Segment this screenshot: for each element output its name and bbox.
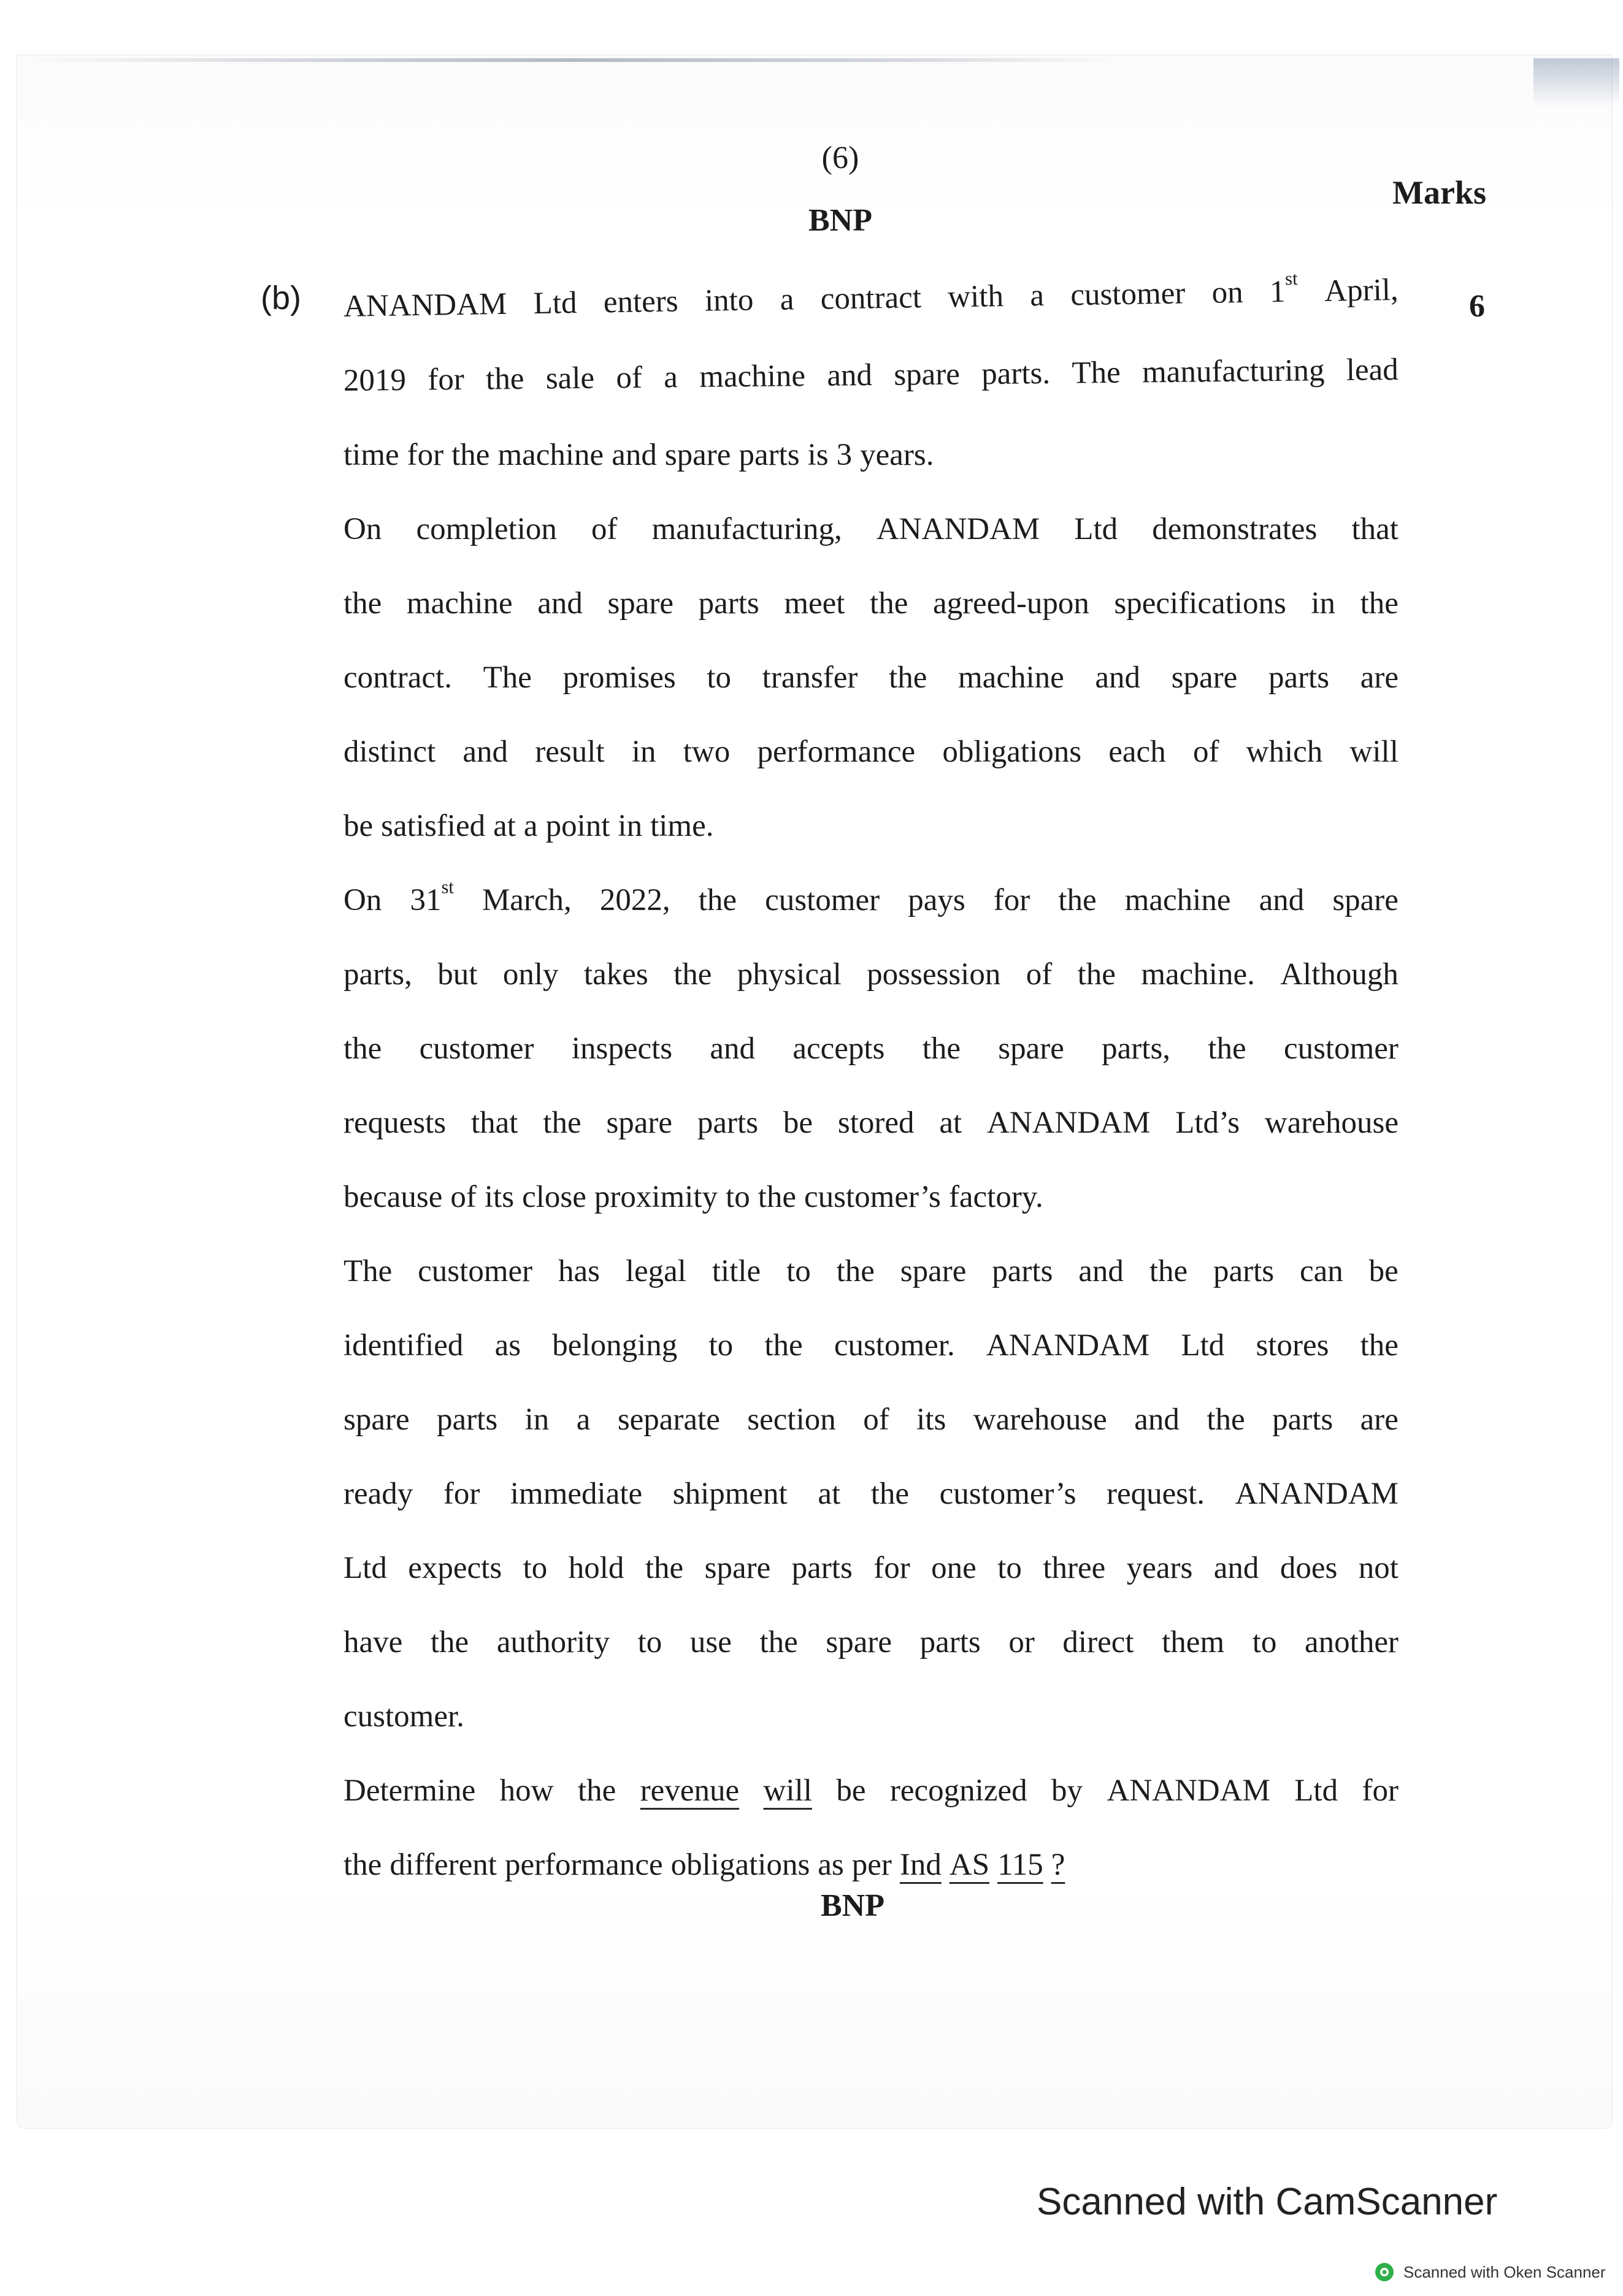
word: because (343, 1180, 443, 1214)
word: title (712, 1254, 761, 1288)
word: years (1126, 1551, 1193, 1585)
word: belonging (552, 1328, 678, 1363)
text-line (343, 715, 1399, 789)
text-line (343, 1309, 1399, 1383)
word: or (1008, 1625, 1035, 1659)
word: to (726, 1180, 750, 1214)
word: the (485, 361, 524, 397)
word: customer (1283, 1031, 1399, 1066)
text-line (343, 1086, 1399, 1160)
word: the (870, 586, 908, 621)
text-line (343, 1160, 1399, 1234)
word: at (818, 1477, 841, 1511)
word: transfer (762, 660, 858, 695)
word: performance (757, 735, 916, 769)
word: On (343, 512, 382, 546)
word: Ltd (1294, 1774, 1338, 1808)
word: physical (737, 957, 842, 992)
word: spare (664, 438, 731, 472)
word: ANANDAM (1107, 1774, 1270, 1808)
word: to (708, 1328, 734, 1363)
word: The (1072, 355, 1121, 391)
word: and (462, 735, 508, 769)
word: its (916, 1402, 946, 1437)
word: its (484, 1180, 515, 1214)
text-line (343, 1531, 1399, 1605)
word: the (430, 1625, 469, 1659)
word: and (1078, 1254, 1124, 1288)
text-line (343, 567, 1399, 641)
word: possession (867, 957, 1001, 992)
word: point (545, 809, 610, 843)
word: direct (1062, 1625, 1134, 1659)
word: spare (1332, 883, 1399, 917)
word: a (576, 1402, 591, 1437)
word: machine (699, 359, 806, 394)
word: have (343, 1625, 403, 1659)
word: another (1305, 1625, 1399, 1659)
word: on (1211, 275, 1244, 310)
word: for (993, 883, 1030, 917)
word: parts, (343, 957, 412, 992)
text-line (343, 1383, 1399, 1457)
camscanner-watermark: Scanned with CamScanner (1037, 2181, 1498, 2223)
word: a (663, 360, 678, 395)
word: the (889, 660, 927, 695)
word: expects (408, 1551, 502, 1585)
word: parts (698, 586, 759, 621)
word: spare (998, 1031, 1064, 1066)
question-label: (b) (261, 280, 301, 316)
word: for (407, 438, 444, 472)
word: and (710, 1031, 756, 1066)
word: to (1252, 1625, 1277, 1659)
word: the (1058, 883, 1097, 917)
word: customer (1070, 276, 1186, 313)
word: are (1360, 1402, 1399, 1437)
word: customer (765, 883, 880, 917)
word: in (524, 1402, 550, 1437)
word: spare (900, 1254, 967, 1288)
footer-code: BNP (821, 1888, 884, 1923)
word: of (863, 1402, 889, 1437)
word: each (1108, 735, 1166, 769)
oken-logo-icon (1374, 2262, 1395, 2283)
word: parts (739, 438, 800, 472)
word: ANANDAM (1235, 1477, 1399, 1511)
word: parts (791, 1551, 853, 1585)
word: ANANDAM (876, 512, 1040, 546)
word: machine (497, 438, 604, 472)
word: parts (1268, 660, 1330, 695)
word: to (523, 1551, 548, 1585)
word: AS (949, 1848, 990, 1882)
word: Although (1280, 957, 1399, 992)
word: the (836, 1254, 875, 1288)
marks-heading: Marks (1392, 174, 1486, 211)
word: warehouse (973, 1402, 1107, 1437)
word: lead (1346, 352, 1399, 388)
question-body (343, 270, 1399, 1902)
word: parts (437, 1402, 498, 1437)
word: proximity (594, 1180, 718, 1214)
word: at (493, 809, 516, 843)
word: to (997, 1551, 1022, 1585)
word: result (535, 735, 605, 769)
text-line (343, 492, 1399, 567)
text-line (343, 418, 1399, 492)
word: to (637, 1625, 662, 1659)
text-line (343, 1234, 1399, 1309)
word: 2022, (599, 883, 670, 917)
word: how (499, 1774, 554, 1808)
text-line (343, 863, 1399, 938)
word: can (1300, 1254, 1343, 1288)
word: a (1029, 278, 1045, 313)
word: 2019 (343, 362, 407, 398)
word: inspects (571, 1031, 673, 1066)
word: time (343, 438, 399, 472)
word: the (1360, 1328, 1399, 1363)
word: and (1259, 883, 1305, 917)
word: parts (697, 1106, 759, 1140)
word: Ind (899, 1848, 942, 1882)
word: as (818, 1848, 844, 1882)
word: Ltd (343, 1551, 387, 1585)
word: one (931, 1551, 976, 1585)
word: to (786, 1254, 811, 1288)
word: customer. (834, 1328, 955, 1363)
word: ANANDAM (343, 286, 507, 324)
word: Ltd (533, 286, 577, 321)
word: different (389, 1848, 497, 1882)
word: 1st (1269, 268, 1298, 310)
word: of (1026, 957, 1053, 992)
word: the (1360, 586, 1399, 621)
word: manufacturing, (651, 512, 842, 546)
word: for (443, 1477, 480, 1511)
word: time. (650, 809, 714, 843)
word: and (537, 586, 583, 621)
word: completion (416, 512, 557, 546)
word: customer’s (939, 1477, 1076, 1511)
word: customer (419, 1031, 534, 1066)
word: April, (1324, 272, 1399, 308)
word: and (827, 358, 873, 393)
page-number: (6) (821, 140, 859, 175)
word: close (522, 1180, 586, 1214)
word: March, (482, 883, 572, 917)
word: performance (504, 1848, 663, 1882)
word: a (780, 282, 794, 317)
word: has (558, 1254, 600, 1288)
word: the (343, 1031, 382, 1066)
word: The (343, 1254, 393, 1288)
word: for (873, 1551, 910, 1585)
word: parts (1213, 1254, 1275, 1288)
word: requests (343, 1106, 447, 1140)
text-line (343, 1012, 1399, 1086)
text-line (343, 1680, 1399, 1754)
word: use (689, 1625, 732, 1659)
word: by (1051, 1774, 1083, 1808)
text-line (343, 1605, 1399, 1680)
word: The (483, 660, 532, 695)
word: stores (1256, 1328, 1329, 1363)
word: immediate (510, 1477, 643, 1511)
word: Ltd (1181, 1328, 1225, 1363)
word: demonstrates (1152, 512, 1318, 546)
word: spare (826, 1625, 892, 1659)
word: the (1208, 1031, 1246, 1066)
word: three (1043, 1551, 1106, 1585)
word: spare (893, 357, 961, 392)
word: does (1280, 1551, 1338, 1585)
word: stored (837, 1106, 915, 1140)
text-line (343, 253, 1399, 344)
word: in (631, 735, 656, 769)
word: authority (496, 1625, 610, 1659)
word: in (1311, 586, 1336, 621)
word: be (1368, 1254, 1399, 1288)
word: them (1162, 1625, 1225, 1659)
word: the (1077, 957, 1116, 992)
word: machine (1124, 883, 1231, 917)
word: agreed-upon (932, 586, 1089, 621)
word: contract (820, 280, 922, 316)
word: spare (1171, 660, 1238, 695)
word: that (1351, 512, 1399, 546)
word: in (618, 809, 643, 843)
word: but (437, 957, 478, 992)
word: manufacturing (1141, 353, 1325, 390)
text-line (343, 1754, 1399, 1828)
word: the (764, 1328, 803, 1363)
word: spare (343, 1402, 410, 1437)
word: satisfied (381, 809, 486, 843)
word: the (698, 883, 737, 917)
text-line (343, 789, 1399, 863)
word: pays (908, 883, 965, 917)
word: enters (603, 284, 679, 320)
word: the (343, 586, 382, 621)
word: will (763, 1774, 812, 1808)
word: ready (343, 1477, 413, 1511)
word: machine (958, 660, 1064, 695)
word: request. (1107, 1477, 1205, 1511)
word: and (1134, 1402, 1180, 1437)
word: the (758, 1180, 797, 1214)
text-line (343, 938, 1399, 1012)
word: separate (617, 1402, 720, 1437)
word: the (451, 438, 490, 472)
word: ANANDAM (987, 1106, 1151, 1140)
word: promises (562, 660, 676, 695)
word: of (616, 360, 643, 396)
word: be (836, 1774, 866, 1808)
question-marks: 6 (1469, 289, 1485, 324)
word: Determine (343, 1774, 476, 1808)
word: section (747, 1402, 836, 1437)
word: revenue (640, 1774, 740, 1808)
word: contract. (343, 660, 452, 695)
word: of (1192, 735, 1219, 769)
word: customer’s (804, 1180, 941, 1214)
word: accepts (792, 1031, 885, 1066)
word: ? (1051, 1848, 1065, 1882)
word: parts. (981, 356, 1051, 392)
word: distinct (343, 735, 436, 769)
word: is (807, 438, 829, 472)
header-code: BNP (808, 203, 872, 238)
text-line (343, 641, 1399, 715)
word: the (645, 1551, 684, 1585)
word: the (577, 1774, 616, 1808)
word: the (922, 1031, 961, 1066)
word: of (591, 512, 618, 546)
scan-edge-shadow-right (1533, 58, 1619, 107)
word: which (1246, 735, 1323, 769)
word: not (1358, 1551, 1399, 1585)
word: a (523, 809, 538, 843)
word: legal (625, 1254, 686, 1288)
word: takes (583, 957, 648, 992)
word: are (1360, 660, 1399, 695)
word: warehouse (1264, 1106, 1399, 1140)
text-line (343, 333, 1399, 418)
word: per (851, 1848, 892, 1882)
word: for (1362, 1774, 1399, 1808)
text-line (343, 1457, 1399, 1531)
word: at (939, 1106, 962, 1140)
word: 3 (836, 438, 853, 472)
word: the (673, 957, 712, 992)
word: obligations (670, 1848, 810, 1882)
word: of (450, 1180, 477, 1214)
word: customer (418, 1254, 533, 1288)
word: shipment (672, 1477, 788, 1511)
word: machine. (1141, 957, 1255, 992)
word: Ltd’s (1175, 1106, 1240, 1140)
word: and (1095, 660, 1141, 695)
word: parts (1272, 1402, 1333, 1437)
word: spare (704, 1551, 771, 1585)
word: spare (607, 586, 674, 621)
word: customer. (343, 1699, 464, 1734)
word: machine (406, 586, 513, 621)
word: spare (606, 1106, 673, 1140)
word: On (343, 883, 382, 917)
oken-scanner-text: Scanned with Oken Scanner (1403, 2262, 1606, 2281)
scan-edge-shadow-top (25, 58, 1116, 62)
word: with (947, 279, 1004, 315)
word: two (683, 735, 731, 769)
word: parts, (1102, 1031, 1171, 1066)
word: be (783, 1106, 813, 1140)
word: identified (343, 1328, 464, 1363)
word: obligations (942, 735, 1082, 769)
word: parts (992, 1254, 1053, 1288)
word: be (343, 809, 374, 843)
word: and (1213, 1551, 1259, 1585)
word: into (704, 283, 754, 318)
word: years. (860, 438, 934, 472)
word: the (1207, 1402, 1245, 1437)
word: recognized (889, 1774, 1027, 1808)
word: as (494, 1328, 521, 1363)
word: only (502, 957, 559, 992)
word: the (343, 1848, 382, 1882)
word: the (1149, 1254, 1188, 1288)
word: factory. (948, 1180, 1043, 1214)
word: 31st (410, 876, 454, 917)
word: to (707, 660, 732, 695)
word: that (470, 1106, 518, 1140)
word: the (543, 1106, 581, 1140)
word: for (428, 362, 465, 397)
word: specifications (1114, 586, 1286, 621)
word: and (612, 438, 657, 472)
word: ANANDAM (986, 1328, 1150, 1363)
word: hold (568, 1551, 624, 1585)
word: the (870, 1477, 910, 1511)
word: Ltd (1074, 512, 1118, 546)
word: the (759, 1625, 798, 1659)
oken-scanner-watermark (1374, 2262, 1606, 2283)
word: parts (919, 1625, 981, 1659)
word: 115 (997, 1848, 1043, 1882)
word: meet (784, 586, 845, 621)
word: sale (545, 361, 595, 396)
word: will (1349, 735, 1399, 769)
